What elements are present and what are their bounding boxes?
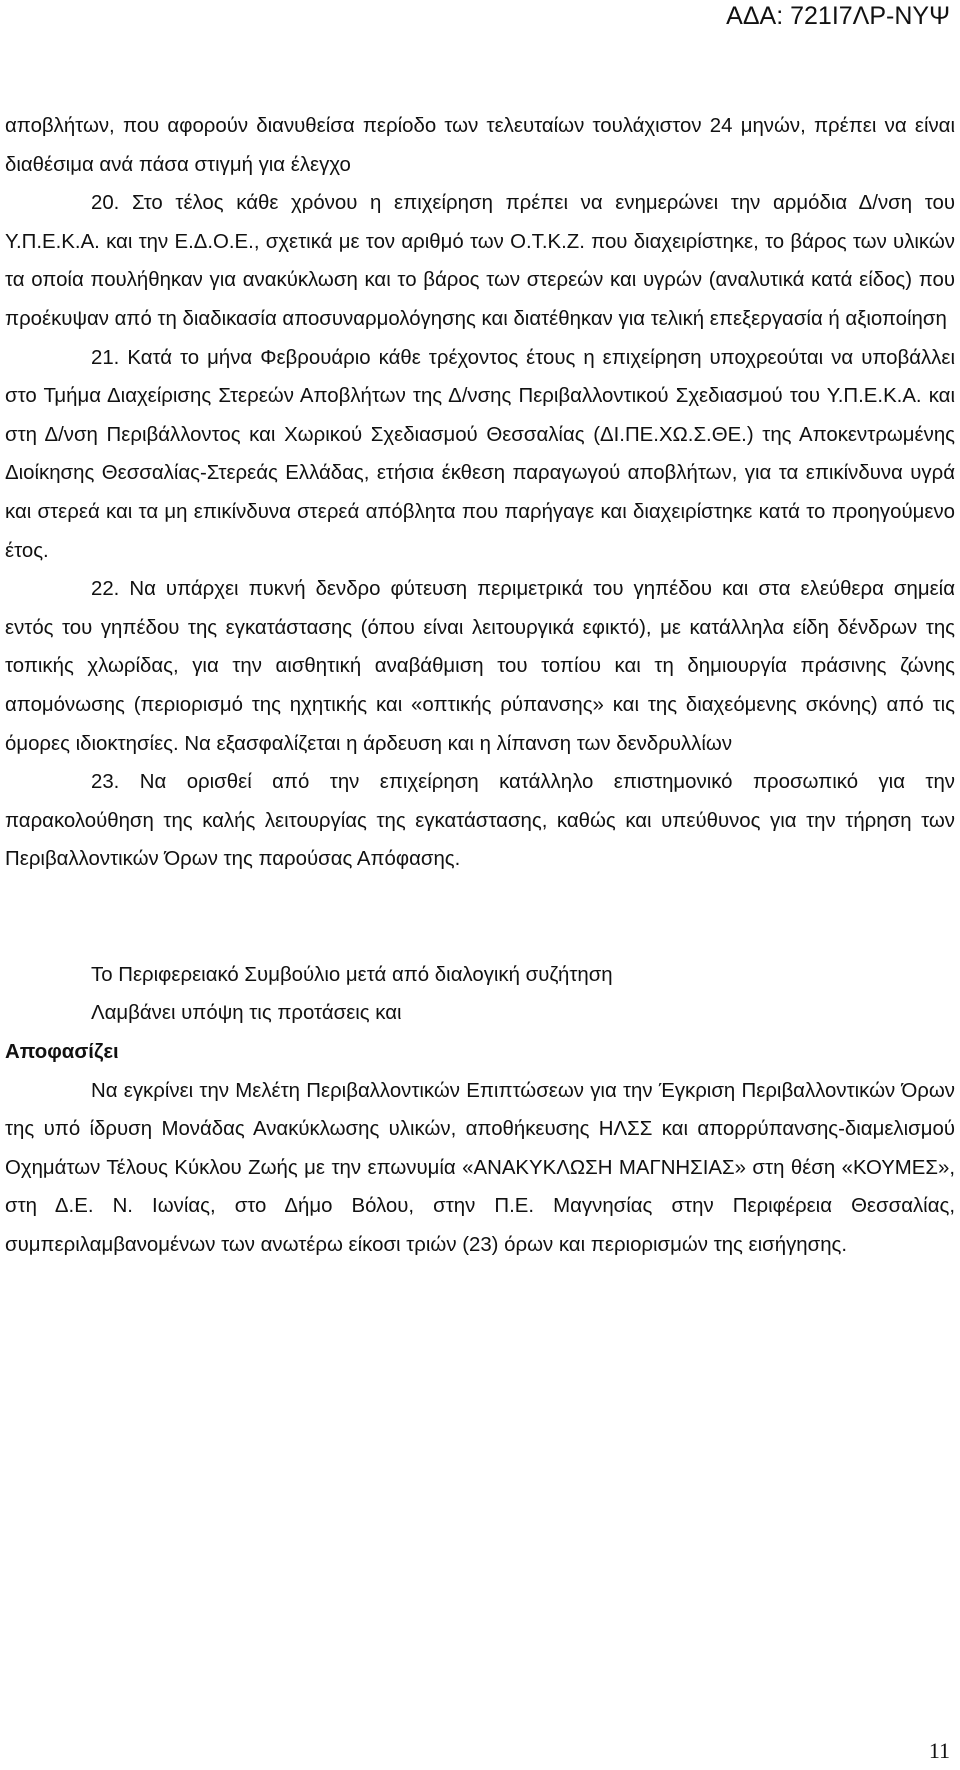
paragraph-condition-21: 21. Κατά το μήνα Φεβρουάριο κάθε τρέχοντος έτους η επιχείρηση υποχρεούται να υποβάλλει στο Τμήμα Διαχείρισης Στερεών Αποβλήτων της Δ/νσης Περιβαλλοντικού Σχεδιασμού του Υ.Π.Ε.Κ.Α. και στη Δ/νση Περιβάλλοντος και Χωρικού Σχεδιασμού Θεσσαλίας (ΔΙ.ΠΕ.ΧΩ.Σ.ΘΕ.) της Αποκεντρωμένης Διοίκησης Θεσσαλίας-Στερεάς Ελλάδας, ετήσια έκθεση παραγωγού αποβλήτων, για τα επικίνδυνα υγρά και στερεά και τα μη επικίνδυνα στερεά απόβλητα που παρήγαγε και διαχειρίστηκε κατά το προηγούμενο έτος. <box>5 346 955 562</box>
decision-text: Να εγκρίνει την Μελέτη Περιβαλλοντικών Επιπτώσεων για την Έγκριση Περιβαλλοντικών Όρων της υπό ίδρυση Μονάδας Ανακύκλωσης υλικών, αποθήκευσης ΗΛΣΣ και απορρύπανσης-διαμελισμού Οχημάτων Τέλους Κύκλου Ζωής με την επωνυμία «ΑΝΑΚΥΚΛΩΣΗ ΜΑΓΝΗΣΙΑΣ» στη θέση «ΚΟΥΜΕΣ», στη Δ.Ε. Ν. Ιωνίας, στο Δήμο Βόλου, στην Π.Ε. Μαγνησίας στην Περιφέρεια Θεσσαλίας, συμπεριλαμβανομένων των ανωτέρω είκοσι τριών (23) όρων και περιορισμών της εισήγησης. <box>5 1079 955 1257</box>
paragraph-condition-20: 20. Στο τέλος κάθε χρόνου η επιχείρηση πρέπει να ενημερώνει την αρμόδια Δ/νση του Υ.Π.Ε.Κ.Α. και την Ε.Δ.Ο.Ε., σχετικά με τον αριθμό των Ο.Τ.Κ.Ζ. που διαχειρίστηκε, το βάρος των υλικών τα οποία πουλήθηκαν για ανακύκλωση και το βάρος των στερεών και υγρών (αναλυτικά κατά είδος) που προέκυψαν από τη διαδικασία αποσυναρμολόγησης και διατέθηκαν για τελική επεξεργασία ή αξιοποίηση <box>5 192 955 330</box>
council-discussion-line: Το Περιφερειακό Συμβούλιο μετά από διαλογική συζήτηση <box>91 963 613 986</box>
paragraph-intro: αποβλήτων, που αφορούν διανυθείσα περίοδο των τελευταίων τουλάχιστον 24 μηνών, πρέπει να είναι διαθέσιμα ανά πάσα στιγμή για έλεγχο <box>5 115 955 176</box>
council-proposals-line: Λαμβάνει υπόψη τις προτάσεις και <box>91 1002 402 1025</box>
paragraph-condition-22: 22. Να υπάρχει πυκνή δενδρο φύτευση περιμετρικά του γηπέδου και στα ελεύθερα σημεία εντός του γηπέδου της εγκατάστασης (όπου είναι λειτουργικά εφικτό), με κατάλληλα είδη δένδρων της τοπικής χλωρίδας, για την αισθητική αναβάθμιση του τοπίου και τη δημιουργία πράσινης ζώνης απομόνωσης (περιορισμό της ηχητικής και «οπτικής ρύπανσης» και της διαχεόμενης σκόνης) από τις όμορες ιδιοκτησίες. Να εξασφαλίζεται η άρδευση και η λίπανση των δενδρυλλίων <box>5 578 955 755</box>
paragraph-condition-23: 23. Να ορισθεί από την επιχείρηση κατάλληλο επιστημονικό προσωπικό για την παρακολούθηση της καλής λειτουργίας της εγκατάστασης, καθώς και υπεύθυνος για την τήρηση των Περιβαλλοντικών Όρων της παρούσας Απόφασης. <box>5 771 955 871</box>
document-body <box>5 107 955 1265</box>
page-number: 11 <box>928 1738 950 1763</box>
decision-heading: Αποφασίζει <box>5 1041 119 1064</box>
ada-code: ΑΔΑ: 721Ι7ΛΡ-ΝΥΨ <box>726 2 950 30</box>
section-gap <box>5 879 955 956</box>
